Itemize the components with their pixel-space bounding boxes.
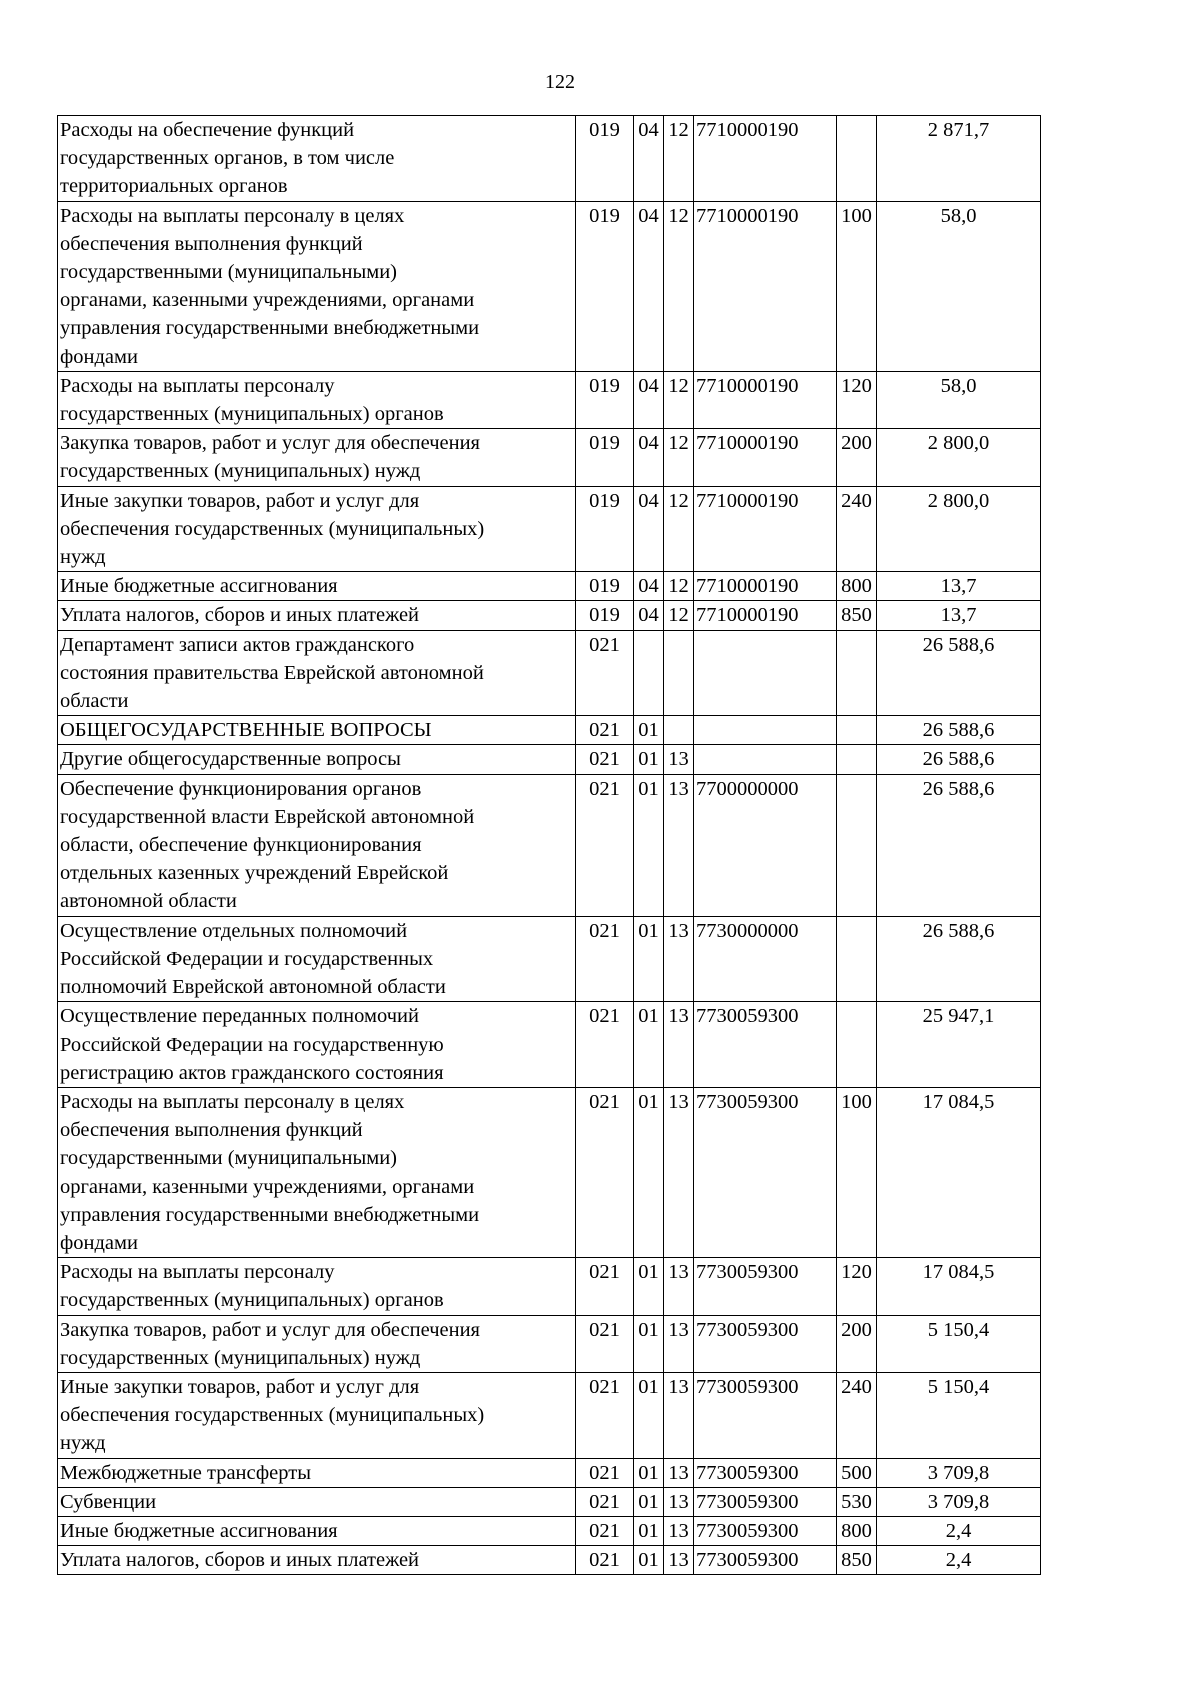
row-expense-type-cell: [837, 716, 877, 745]
row-amount-cell: 13,7: [877, 601, 1041, 630]
row-grbs-cell: 021: [576, 1458, 634, 1487]
row-section-cell: 01: [634, 916, 664, 1002]
row-section-cell: 01: [634, 1087, 664, 1257]
row-target-article-cell: 7710000190: [694, 486, 837, 572]
table-row: [58, 1087, 1041, 1257]
row-expense-type-cell: 800: [837, 1516, 877, 1545]
row-expense-type-cell: [837, 745, 877, 774]
page-number: 122: [545, 71, 575, 93]
row-subsection-cell: 12: [664, 116, 694, 202]
row-amount-cell: 26 588,6: [877, 745, 1041, 774]
row-subsection-cell: [664, 630, 694, 716]
row-grbs-cell: 021: [576, 1087, 634, 1257]
row-name-cell: Обеспечение функционирования органов государственной власти Еврейской автономной области, обеспечение функционирования отдельных казенных учреждений Еврейской автономной области: [58, 774, 576, 916]
row-expense-type-cell: [837, 916, 877, 1002]
table-row: [58, 1315, 1041, 1372]
row-section-cell: 01: [634, 745, 664, 774]
table-row: [58, 630, 1041, 716]
row-amount-cell: 2,4: [877, 1516, 1041, 1545]
row-amount-cell: 2,4: [877, 1546, 1041, 1575]
row-section-cell: 01: [634, 1516, 664, 1545]
row-target-article-cell: 7730059300: [694, 1516, 837, 1545]
row-expense-type-cell: 850: [837, 1546, 877, 1575]
row-grbs-cell: 019: [576, 601, 634, 630]
row-grbs-cell: 021: [576, 916, 634, 1002]
row-target-article-cell: 7710000190: [694, 201, 837, 371]
row-subsection-cell: 12: [664, 371, 694, 428]
row-name-cell: Иные бюджетные ассигнования: [58, 1516, 576, 1545]
row-subsection-cell: 13: [664, 745, 694, 774]
row-name-cell: Осуществление переданных полномочий Российской Федерации на государственную регистрацию актов гражданского состояния: [58, 1002, 576, 1088]
row-subsection-cell: 12: [664, 572, 694, 601]
row-section-cell: 01: [634, 1315, 664, 1372]
row-target-article-cell: [694, 716, 837, 745]
row-expense-type-cell: [837, 774, 877, 916]
table-row: [58, 1487, 1041, 1516]
row-grbs-cell: 021: [576, 630, 634, 716]
row-expense-type-cell: [837, 1002, 877, 1088]
row-grbs-cell: 019: [576, 429, 634, 486]
row-amount-cell: 58,0: [877, 371, 1041, 428]
row-expense-type-cell: 120: [837, 371, 877, 428]
row-grbs-cell: 021: [576, 1002, 634, 1088]
row-name-cell: Расходы на выплаты персоналу в целях обеспечения выполнения функций государственными (муниципальными) органами, казенными учреждениями, органами управления государственными внебюджетными фондами: [58, 1087, 576, 1257]
row-name-cell: Уплата налогов, сборов и иных платежей: [58, 1546, 576, 1575]
row-subsection-cell: 12: [664, 429, 694, 486]
row-grbs-cell: 021: [576, 1487, 634, 1516]
row-section-cell: 01: [634, 1258, 664, 1315]
table-row: [58, 1458, 1041, 1487]
table-row: [58, 774, 1041, 916]
budget-table-body: [58, 116, 1041, 1575]
row-target-article-cell: 7730059300: [694, 1372, 837, 1458]
row-section-cell: [634, 630, 664, 716]
row-expense-type-cell: 120: [837, 1258, 877, 1315]
row-grbs-cell: 021: [576, 716, 634, 745]
row-section-cell: 01: [634, 1546, 664, 1575]
row-name-cell: Субвенции: [58, 1487, 576, 1516]
row-section-cell: 04: [634, 371, 664, 428]
row-grbs-cell: 021: [576, 745, 634, 774]
row-grbs-cell: 019: [576, 486, 634, 572]
row-amount-cell: 17 084,5: [877, 1087, 1041, 1257]
row-name-cell: Расходы на выплаты персоналу государственных (муниципальных) органов: [58, 1258, 576, 1315]
row-expense-type-cell: 800: [837, 572, 877, 601]
row-grbs-cell: 021: [576, 774, 634, 916]
table-row: [58, 1372, 1041, 1458]
row-section-cell: 04: [634, 486, 664, 572]
row-target-article-cell: 7710000190: [694, 116, 837, 202]
row-subsection-cell: 12: [664, 201, 694, 371]
row-amount-cell: 13,7: [877, 572, 1041, 601]
row-grbs-cell: 021: [576, 1315, 634, 1372]
row-amount-cell: 2 800,0: [877, 429, 1041, 486]
row-expense-type-cell: 200: [837, 429, 877, 486]
row-subsection-cell: 13: [664, 1516, 694, 1545]
row-amount-cell: 26 588,6: [877, 716, 1041, 745]
row-expense-type-cell: 500: [837, 1458, 877, 1487]
row-section-cell: 01: [634, 1458, 664, 1487]
row-subsection-cell: 12: [664, 486, 694, 572]
row-expense-type-cell: [837, 630, 877, 716]
row-name-cell: Иные закупки товаров, работ и услуг для обеспечения государственных (муниципальных) нужд: [58, 1372, 576, 1458]
row-expense-type-cell: 240: [837, 1372, 877, 1458]
row-target-article-cell: 7730059300: [694, 1487, 837, 1516]
row-subsection-cell: 13: [664, 916, 694, 1002]
row-name-cell: Уплата налогов, сборов и иных платежей: [58, 601, 576, 630]
table-row: [58, 572, 1041, 601]
row-amount-cell: 2 871,7: [877, 116, 1041, 202]
row-expense-type-cell: [837, 116, 877, 202]
row-grbs-cell: 021: [576, 1516, 634, 1545]
row-amount-cell: 26 588,6: [877, 916, 1041, 1002]
row-target-article-cell: 7730059300: [694, 1002, 837, 1088]
row-target-article-cell: 7730059300: [694, 1546, 837, 1575]
row-target-article-cell: 7710000190: [694, 601, 837, 630]
row-amount-cell: 2 800,0: [877, 486, 1041, 572]
row-target-article-cell: 7730059300: [694, 1087, 837, 1257]
row-subsection-cell: 13: [664, 1487, 694, 1516]
row-subsection-cell: 13: [664, 1087, 694, 1257]
table-row: [58, 1002, 1041, 1088]
row-section-cell: 01: [634, 1002, 664, 1088]
row-target-article-cell: [694, 630, 837, 716]
row-name-cell: Расходы на выплаты персоналу в целях обеспечения выполнения функций государственными (муниципальными) органами, казенными учреждениями, органами управления государственными внебюджетными фондами: [58, 201, 576, 371]
row-grbs-cell: 021: [576, 1546, 634, 1575]
row-name-cell: ОБЩЕГОСУДАРСТВЕННЫЕ ВОПРОСЫ: [58, 716, 576, 745]
row-grbs-cell: 021: [576, 1258, 634, 1315]
row-amount-cell: 26 588,6: [877, 630, 1041, 716]
table-row: [58, 716, 1041, 745]
row-expense-type-cell: 200: [837, 1315, 877, 1372]
table-row: [58, 601, 1041, 630]
row-grbs-cell: 019: [576, 371, 634, 428]
row-amount-cell: 3 709,8: [877, 1487, 1041, 1516]
row-amount-cell: 17 084,5: [877, 1258, 1041, 1315]
table-row: [58, 201, 1041, 371]
row-name-cell: Осуществление отдельных полномочий Российской Федерации и государственных полномочий Еврейской автономной области: [58, 916, 576, 1002]
row-expense-type-cell: 530: [837, 1487, 877, 1516]
row-expense-type-cell: 850: [837, 601, 877, 630]
row-subsection-cell: [664, 716, 694, 745]
table-row: [58, 1546, 1041, 1575]
row-section-cell: 04: [634, 116, 664, 202]
row-subsection-cell: 13: [664, 1258, 694, 1315]
row-name-cell: Иные закупки товаров, работ и услуг для обеспечения государственных (муниципальных) нужд: [58, 486, 576, 572]
row-target-article-cell: [694, 745, 837, 774]
row-amount-cell: 26 588,6: [877, 774, 1041, 916]
row-target-article-cell: 7710000190: [694, 371, 837, 428]
row-subsection-cell: 13: [664, 1315, 694, 1372]
row-section-cell: 01: [634, 1487, 664, 1516]
row-amount-cell: 25 947,1: [877, 1002, 1041, 1088]
row-name-cell: Департамент записи актов гражданского состояния правительства Еврейской автономной области: [58, 630, 576, 716]
row-expense-type-cell: 100: [837, 201, 877, 371]
row-amount-cell: 5 150,4: [877, 1372, 1041, 1458]
row-name-cell: Закупка товаров, работ и услуг для обеспечения государственных (муниципальных) нужд: [58, 429, 576, 486]
row-target-article-cell: 7710000190: [694, 429, 837, 486]
row-grbs-cell: 019: [576, 201, 634, 371]
row-name-cell: Закупка товаров, работ и услуг для обеспечения государственных (муниципальных) нужд: [58, 1315, 576, 1372]
table-row: [58, 745, 1041, 774]
table-row: [58, 486, 1041, 572]
row-target-article-cell: 7710000190: [694, 572, 837, 601]
row-section-cell: 01: [634, 1372, 664, 1458]
table-row: [58, 116, 1041, 202]
row-target-article-cell: 7730059300: [694, 1258, 837, 1315]
row-target-article-cell: 7700000000: [694, 774, 837, 916]
table-row: [58, 916, 1041, 1002]
row-name-cell: Расходы на выплаты персоналу государственных (муниципальных) органов: [58, 371, 576, 428]
row-section-cell: 04: [634, 601, 664, 630]
row-name-cell: Другие общегосударственные вопросы: [58, 745, 576, 774]
row-grbs-cell: 021: [576, 1372, 634, 1458]
row-expense-type-cell: 100: [837, 1087, 877, 1257]
row-expense-type-cell: 240: [837, 486, 877, 572]
row-subsection-cell: 13: [664, 1372, 694, 1458]
row-grbs-cell: 019: [576, 572, 634, 601]
row-subsection-cell: 12: [664, 601, 694, 630]
row-section-cell: 04: [634, 201, 664, 371]
row-target-article-cell: 7730059300: [694, 1458, 837, 1487]
row-subsection-cell: 13: [664, 1002, 694, 1088]
row-section-cell: 01: [634, 774, 664, 916]
row-name-cell: Межбюджетные трансферты: [58, 1458, 576, 1487]
row-subsection-cell: 13: [664, 1458, 694, 1487]
table-row: [58, 429, 1041, 486]
row-amount-cell: 5 150,4: [877, 1315, 1041, 1372]
row-name-cell: Расходы на обеспечение функций государственных органов, в том числе территориальных органов: [58, 116, 576, 202]
table-row: [58, 1516, 1041, 1545]
row-amount-cell: 58,0: [877, 201, 1041, 371]
row-target-article-cell: 7730059300: [694, 1315, 837, 1372]
row-section-cell: 01: [634, 716, 664, 745]
table-row: [58, 371, 1041, 428]
table-row: [58, 1258, 1041, 1315]
row-section-cell: 04: [634, 572, 664, 601]
row-amount-cell: 3 709,8: [877, 1458, 1041, 1487]
budget-table: [57, 115, 1041, 1575]
row-name-cell: Иные бюджетные ассигнования: [58, 572, 576, 601]
row-subsection-cell: 13: [664, 774, 694, 916]
row-subsection-cell: 13: [664, 1546, 694, 1575]
row-section-cell: 04: [634, 429, 664, 486]
row-target-article-cell: 7730000000: [694, 916, 837, 1002]
row-grbs-cell: 019: [576, 116, 634, 202]
